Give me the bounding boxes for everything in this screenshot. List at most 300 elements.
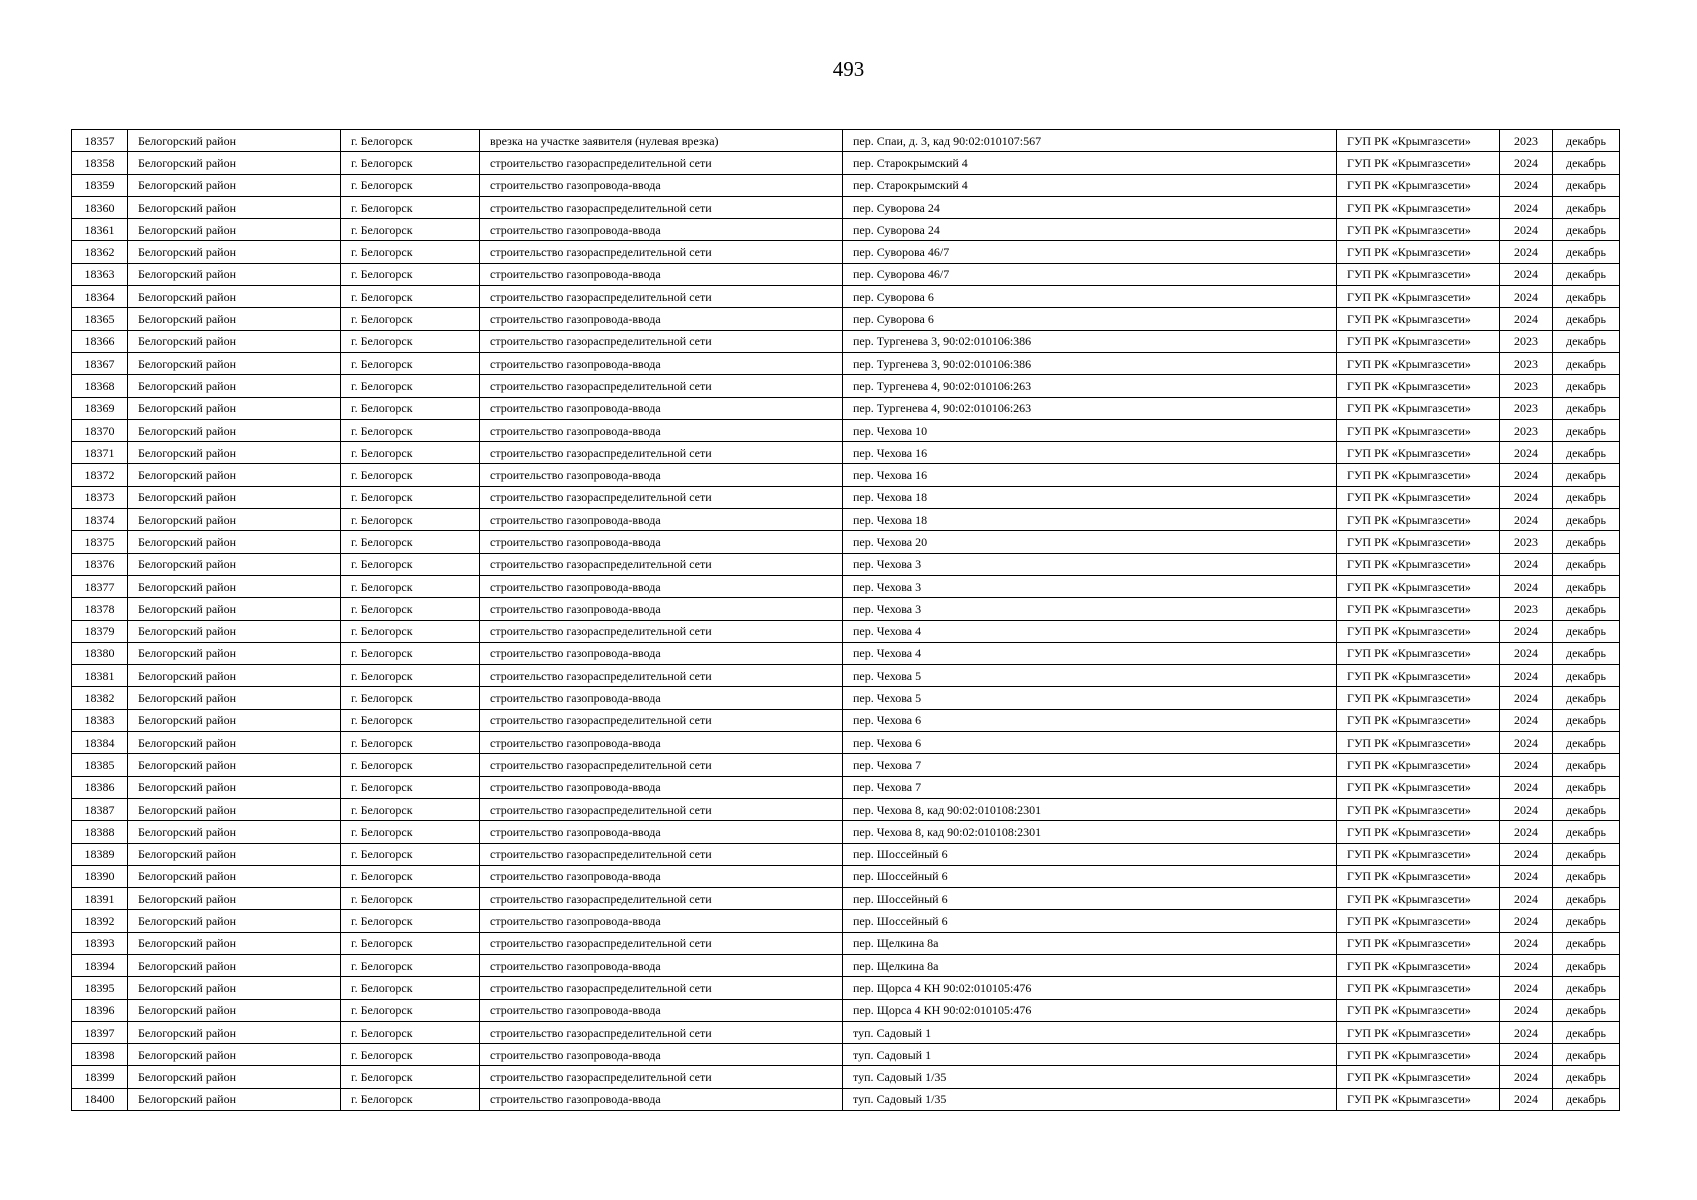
district-cell: Белогорский район [128,620,341,642]
row-number-cell: 18380 [72,642,128,664]
row-number-cell: 18363 [72,263,128,285]
work-type-cell: строительство газораспределительной сети [480,1021,843,1043]
row-number-cell: 18362 [72,241,128,263]
year-cell: 2024 [1500,486,1553,508]
row-number-cell: 18398 [72,1044,128,1066]
address-cell: пер. Старокрымский 4 [843,152,1337,174]
row-number-cell: 18385 [72,754,128,776]
organization-cell: ГУП РК «Крымгазсети» [1337,910,1500,932]
row-number-cell: 18360 [72,196,128,218]
table-row [72,687,1620,709]
row-number-cell: 18376 [72,553,128,575]
year-cell: 2024 [1500,241,1553,263]
locality-cell: г. Белогорск [341,308,480,330]
table-row [72,575,1620,597]
address-cell: пер. Старокрымский 4 [843,174,1337,196]
month-cell: декабрь [1553,754,1620,776]
address-cell: пер. Чехова 7 [843,754,1337,776]
table-row [72,553,1620,575]
address-cell: пер. Спаи, д. 3, кад 90:02:010107:567 [843,130,1337,152]
work-type-cell: строительство газораспределительной сети [480,286,843,308]
year-cell: 2024 [1500,642,1553,664]
year-cell: 2024 [1500,687,1553,709]
locality-cell: г. Белогорск [341,263,480,285]
organization-cell: ГУП РК «Крымгазсети» [1337,130,1500,152]
month-cell: декабрь [1553,821,1620,843]
work-type-cell: строительство газопровода-ввода [480,509,843,531]
month-cell: декабрь [1553,620,1620,642]
work-type-cell: строительство газораспределительной сети [480,486,843,508]
address-cell: туп. Садовый 1 [843,1021,1337,1043]
month-cell: декабрь [1553,1066,1620,1088]
district-cell: Белогорский район [128,286,341,308]
district-cell: Белогорский район [128,665,341,687]
year-cell: 2024 [1500,263,1553,285]
work-type-cell: врезка на участке заявителя (нулевая врезка) [480,130,843,152]
month-cell: декабрь [1553,798,1620,820]
year-cell: 2023 [1500,130,1553,152]
organization-cell: ГУП РК «Крымгазсети» [1337,754,1500,776]
locality-cell: г. Белогорск [341,754,480,776]
year-cell: 2023 [1500,419,1553,441]
month-cell: декабрь [1553,308,1620,330]
locality-cell: г. Белогорск [341,888,480,910]
year-cell: 2024 [1500,553,1553,575]
district-cell: Белогорский район [128,152,341,174]
address-cell: пер. Суворова 6 [843,308,1337,330]
row-number-cell: 18369 [72,397,128,419]
year-cell: 2024 [1500,442,1553,464]
organization-cell: ГУП РК «Крымгазсети» [1337,932,1500,954]
year-cell: 2024 [1500,665,1553,687]
locality-cell: г. Белогорск [341,1066,480,1088]
district-cell: Белогорский район [128,442,341,464]
locality-cell: г. Белогорск [341,152,480,174]
register-body [72,130,1620,1111]
table-row [72,442,1620,464]
district-cell: Белогорский район [128,130,341,152]
organization-cell: ГУП РК «Крымгазсети» [1337,709,1500,731]
row-number-cell: 18386 [72,776,128,798]
table-row [72,464,1620,486]
organization-cell: ГУП РК «Крымгазсети» [1337,821,1500,843]
work-type-cell: строительство газораспределительной сети [480,196,843,218]
district-cell: Белогорский район [128,263,341,285]
year-cell: 2024 [1500,932,1553,954]
district-cell: Белогорский район [128,821,341,843]
organization-cell: ГУП РК «Крымгазсети» [1337,263,1500,285]
district-cell: Белогорский район [128,352,341,374]
locality-cell: г. Белогорск [341,620,480,642]
month-cell: декабрь [1553,174,1620,196]
work-type-cell: строительство газораспределительной сети [480,932,843,954]
district-cell: Белогорский район [128,375,341,397]
work-type-cell: строительство газораспределительной сети [480,709,843,731]
organization-cell: ГУП РК «Крымгазсети» [1337,464,1500,486]
year-cell: 2024 [1500,575,1553,597]
work-type-cell: строительство газопровода-ввода [480,308,843,330]
work-type-cell: строительство газораспределительной сети [480,798,843,820]
organization-cell: ГУП РК «Крымгазсети» [1337,642,1500,664]
row-number-cell: 18372 [72,464,128,486]
row-number-cell: 18365 [72,308,128,330]
work-type-cell: строительство газопровода-ввода [480,776,843,798]
district-cell: Белогорский район [128,308,341,330]
locality-cell: г. Белогорск [341,843,480,865]
table-row [72,196,1620,218]
year-cell: 2023 [1500,598,1553,620]
locality-cell: г. Белогорск [341,1021,480,1043]
year-cell: 2024 [1500,1044,1553,1066]
row-number-cell: 18381 [72,665,128,687]
table-row [72,352,1620,374]
address-cell: пер. Суворова 6 [843,286,1337,308]
organization-cell: ГУП РК «Крымгазсети» [1337,843,1500,865]
table-row [72,999,1620,1021]
organization-cell: ГУП РК «Крымгазсети» [1337,419,1500,441]
row-number-cell: 18375 [72,531,128,553]
table-row [72,130,1620,152]
address-cell: пер. Чехова 5 [843,665,1337,687]
address-cell: пер. Чехова 8, кад 90:02:010108:2301 [843,798,1337,820]
year-cell: 2024 [1500,286,1553,308]
year-cell: 2024 [1500,308,1553,330]
month-cell: декабрь [1553,219,1620,241]
work-type-cell: строительство газораспределительной сети [480,665,843,687]
month-cell: декабрь [1553,196,1620,218]
month-cell: декабрь [1553,598,1620,620]
table-row [72,709,1620,731]
district-cell: Белогорский район [128,531,341,553]
year-cell: 2024 [1500,174,1553,196]
row-number-cell: 18378 [72,598,128,620]
organization-cell: ГУП РК «Крымгазсети» [1337,776,1500,798]
locality-cell: г. Белогорск [341,977,480,999]
locality-cell: г. Белогорск [341,1044,480,1066]
table-row [72,798,1620,820]
table-row [72,241,1620,263]
district-cell: Белогорский район [128,1021,341,1043]
district-cell: Белогорский район [128,1066,341,1088]
locality-cell: г. Белогорск [341,375,480,397]
district-cell: Белогорский район [128,486,341,508]
table-row [72,954,1620,976]
address-cell: туп. Садовый 1/35 [843,1066,1337,1088]
table-row [72,375,1620,397]
month-cell: декабрь [1553,531,1620,553]
work-type-cell: строительство газопровода-ввода [480,732,843,754]
table-row [72,865,1620,887]
address-cell: пер. Суворова 46/7 [843,241,1337,263]
address-cell: пер. Тургенева 3, 90:02:010106:386 [843,330,1337,352]
year-cell: 2023 [1500,330,1553,352]
month-cell: декабрь [1553,687,1620,709]
district-cell: Белогорский район [128,776,341,798]
district-cell: Белогорский район [128,553,341,575]
address-cell: пер. Чехова 7 [843,776,1337,798]
month-cell: декабрь [1553,888,1620,910]
locality-cell: г. Белогорск [341,352,480,374]
organization-cell: ГУП РК «Крымгазсети» [1337,241,1500,263]
work-type-cell: строительство газопровода-ввода [480,419,843,441]
table-row [72,330,1620,352]
work-type-cell: строительство газопровода-ввода [480,575,843,597]
register-table [71,129,1620,1111]
month-cell: декабрь [1553,999,1620,1021]
row-number-cell: 18377 [72,575,128,597]
month-cell: декабрь [1553,419,1620,441]
locality-cell: г. Белогорск [341,219,480,241]
row-number-cell: 18361 [72,219,128,241]
district-cell: Белогорский район [128,999,341,1021]
organization-cell: ГУП РК «Крымгазсети» [1337,352,1500,374]
locality-cell: г. Белогорск [341,330,480,352]
organization-cell: ГУП РК «Крымгазсети» [1337,620,1500,642]
locality-cell: г. Белогорск [341,464,480,486]
row-number-cell: 18392 [72,910,128,932]
row-number-cell: 18387 [72,798,128,820]
row-number-cell: 18382 [72,687,128,709]
address-cell: пер. Чехова 6 [843,732,1337,754]
year-cell: 2024 [1500,821,1553,843]
locality-cell: г. Белогорск [341,241,480,263]
month-cell: декабрь [1553,464,1620,486]
year-cell: 2024 [1500,843,1553,865]
row-number-cell: 18368 [72,375,128,397]
work-type-cell: строительство газораспределительной сети [480,843,843,865]
district-cell: Белогорский район [128,910,341,932]
work-type-cell: строительство газопровода-ввода [480,865,843,887]
address-cell: пер. Чехова 8, кад 90:02:010108:2301 [843,821,1337,843]
work-type-cell: строительство газораспределительной сети [480,977,843,999]
table-row [72,776,1620,798]
row-number-cell: 18400 [72,1088,128,1110]
row-number-cell: 18393 [72,932,128,954]
work-type-cell: строительство газопровода-ввода [480,352,843,374]
row-number-cell: 18396 [72,999,128,1021]
month-cell: декабрь [1553,932,1620,954]
locality-cell: г. Белогорск [341,1088,480,1110]
organization-cell: ГУП РК «Крымгазсети» [1337,575,1500,597]
table-row [72,419,1620,441]
district-cell: Белогорский район [128,754,341,776]
row-number-cell: 18366 [72,330,128,352]
month-cell: декабрь [1553,575,1620,597]
organization-cell: ГУП РК «Крымгазсети» [1337,598,1500,620]
year-cell: 2024 [1500,1088,1553,1110]
district-cell: Белогорский район [128,598,341,620]
year-cell: 2024 [1500,620,1553,642]
organization-cell: ГУП РК «Крымгазсети» [1337,330,1500,352]
work-type-cell: строительство газопровода-ввода [480,263,843,285]
table-row [72,509,1620,531]
row-number-cell: 18374 [72,509,128,531]
organization-cell: ГУП РК «Крымгазсети» [1337,442,1500,464]
organization-cell: ГУП РК «Крымгазсети» [1337,1088,1500,1110]
address-cell: пер. Щорса 4 КН 90:02:010105:476 [843,999,1337,1021]
work-type-cell: строительство газопровода-ввода [480,999,843,1021]
row-number-cell: 18399 [72,1066,128,1088]
month-cell: декабрь [1553,865,1620,887]
table-row [72,531,1620,553]
month-cell: декабрь [1553,954,1620,976]
address-cell: пер. Чехова 4 [843,642,1337,664]
organization-cell: ГУП РК «Крымгазсети» [1337,219,1500,241]
district-cell: Белогорский район [128,888,341,910]
locality-cell: г. Белогорск [341,286,480,308]
address-cell: пер. Чехова 3 [843,575,1337,597]
row-number-cell: 18389 [72,843,128,865]
row-number-cell: 18370 [72,419,128,441]
year-cell: 2024 [1500,509,1553,531]
district-cell: Белогорский район [128,330,341,352]
work-type-cell: строительство газораспределительной сети [480,375,843,397]
locality-cell: г. Белогорск [341,642,480,664]
month-cell: декабрь [1553,642,1620,664]
address-cell: пер. Шоссейный 6 [843,888,1337,910]
year-cell: 2024 [1500,999,1553,1021]
address-cell: пер. Чехова 3 [843,598,1337,620]
month-cell: декабрь [1553,442,1620,464]
month-cell: декабрь [1553,910,1620,932]
table-row [72,486,1620,508]
row-number-cell: 18383 [72,709,128,731]
district-cell: Белогорский район [128,509,341,531]
address-cell: пер. Чехова 5 [843,687,1337,709]
year-cell: 2024 [1500,754,1553,776]
address-cell: пер. Чехова 10 [843,419,1337,441]
district-cell: Белогорский район [128,977,341,999]
month-cell: декабрь [1553,977,1620,999]
organization-cell: ГУП РК «Крымгазсети» [1337,687,1500,709]
address-cell: пер. Суворова 24 [843,219,1337,241]
district-cell: Белогорский район [128,397,341,419]
address-cell: туп. Садовый 1 [843,1044,1337,1066]
year-cell: 2023 [1500,375,1553,397]
row-number-cell: 18395 [72,977,128,999]
address-cell: пер. Чехова 16 [843,442,1337,464]
address-cell: пер. Щорса 4 КН 90:02:010105:476 [843,977,1337,999]
organization-cell: ГУП РК «Крымгазсети» [1337,174,1500,196]
year-cell: 2024 [1500,1066,1553,1088]
year-cell: 2024 [1500,219,1553,241]
locality-cell: г. Белогорск [341,687,480,709]
locality-cell: г. Белогорск [341,821,480,843]
month-cell: декабрь [1553,397,1620,419]
district-cell: Белогорский район [128,241,341,263]
row-number-cell: 18379 [72,620,128,642]
row-number-cell: 18390 [72,865,128,887]
row-number-cell: 18371 [72,442,128,464]
table-row [72,977,1620,999]
address-cell: пер. Щелкина 8а [843,932,1337,954]
table-row [72,665,1620,687]
district-cell: Белогорский район [128,174,341,196]
table-row [72,888,1620,910]
row-number-cell: 18391 [72,888,128,910]
organization-cell: ГУП РК «Крымгазсети» [1337,375,1500,397]
address-cell: пер. Чехова 18 [843,486,1337,508]
year-cell: 2023 [1500,397,1553,419]
district-cell: Белогорский район [128,1044,341,1066]
month-cell: декабрь [1553,509,1620,531]
year-cell: 2024 [1500,798,1553,820]
year-cell: 2024 [1500,954,1553,976]
district-cell: Белогорский район [128,464,341,486]
table-row [72,910,1620,932]
work-type-cell: строительство газораспределительной сети [480,553,843,575]
district-cell: Белогорский район [128,709,341,731]
address-cell: пер. Чехова 4 [843,620,1337,642]
row-number-cell: 18388 [72,821,128,843]
month-cell: декабрь [1553,375,1620,397]
row-number-cell: 18359 [72,174,128,196]
work-type-cell: строительство газопровода-ввода [480,954,843,976]
year-cell: 2024 [1500,1021,1553,1043]
address-cell: пер. Чехова 16 [843,464,1337,486]
table-row [72,1066,1620,1088]
table-row [72,642,1620,664]
address-cell: пер. Чехова 3 [843,553,1337,575]
month-cell: декабрь [1553,486,1620,508]
address-cell: пер. Чехова 20 [843,531,1337,553]
address-cell: пер. Суворова 24 [843,196,1337,218]
address-cell: пер. Суворова 46/7 [843,263,1337,285]
year-cell: 2024 [1500,709,1553,731]
month-cell: декабрь [1553,665,1620,687]
year-cell: 2024 [1500,865,1553,887]
year-cell: 2024 [1500,888,1553,910]
month-cell: декабрь [1553,776,1620,798]
district-cell: Белогорский район [128,219,341,241]
year-cell: 2024 [1500,910,1553,932]
work-type-cell: строительство газопровода-ввода [480,1088,843,1110]
organization-cell: ГУП РК «Крымгазсети» [1337,865,1500,887]
table-row [72,263,1620,285]
locality-cell: г. Белогорск [341,130,480,152]
locality-cell: г. Белогорск [341,910,480,932]
work-type-cell: строительство газораспределительной сети [480,1066,843,1088]
row-number-cell: 18397 [72,1021,128,1043]
year-cell: 2024 [1500,732,1553,754]
table-row [72,1021,1620,1043]
row-number-cell: 18394 [72,954,128,976]
table-row [72,598,1620,620]
organization-cell: ГУП РК «Крымгазсети» [1337,397,1500,419]
district-cell: Белогорский район [128,932,341,954]
work-type-cell: строительство газопровода-ввода [480,397,843,419]
organization-cell: ГУП РК «Крымгазсети» [1337,531,1500,553]
month-cell: декабрь [1553,286,1620,308]
month-cell: декабрь [1553,843,1620,865]
organization-cell: ГУП РК «Крымгазсети» [1337,1044,1500,1066]
row-number-cell: 18384 [72,732,128,754]
month-cell: декабрь [1553,263,1620,285]
locality-cell: г. Белогорск [341,531,480,553]
locality-cell: г. Белогорск [341,442,480,464]
month-cell: декабрь [1553,1044,1620,1066]
work-type-cell: строительство газопровода-ввода [480,910,843,932]
locality-cell: г. Белогорск [341,932,480,954]
month-cell: декабрь [1553,1021,1620,1043]
month-cell: декабрь [1553,241,1620,263]
organization-cell: ГУП РК «Крымгазсети» [1337,798,1500,820]
row-number-cell: 18373 [72,486,128,508]
locality-cell: г. Белогорск [341,865,480,887]
table-row [72,152,1620,174]
locality-cell: г. Белогорск [341,553,480,575]
locality-cell: г. Белогорск [341,732,480,754]
